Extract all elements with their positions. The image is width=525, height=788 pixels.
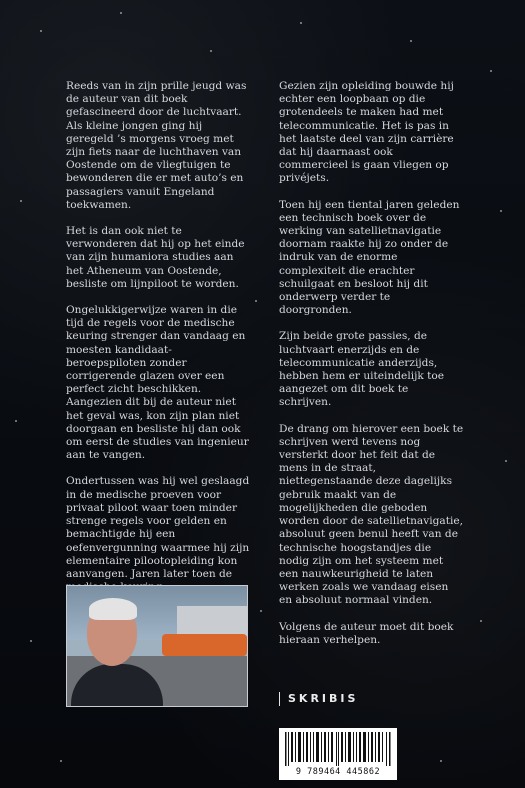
paragraph: Ongelukkigerwijze waren in die tijd de regels voor de medische keuring strenger dan vandaag en moesten kandidaat-beroepspiloten zonder corrigerende glazen over een perfect zicht beschikken. Aangezien dit bij de auteur niet het geval was, kon zijn plan niet doorgaan en besliste hij dan ook om eerst de studies van ingenieur aan te vangen.: [66, 304, 249, 462]
publisher-logo: SKRIBIS: [279, 692, 358, 706]
isbn-digits: 9 789464 445862: [295, 767, 381, 777]
photo-building: [177, 606, 247, 636]
paragraph: Reeds van in zijn prille jeugd was de auteur van dit boek gefascineerd door de luchtvaart. Als kleine jongen ging hij geregeld ’s morgens vroeg met zijn fiets naar de luchthaven van Oostende om de vliegtuigen te bewonderen die er met auto’s en passagiers vanuit Engeland toekwamen.: [66, 80, 247, 211]
paragraph: Het is dan ook niet te verwonderen dat hij op het einde van zijn humaniora studies aan het Atheneum van Oostende, besliste om lijnpiloot te worden.: [66, 225, 245, 290]
author-photo: [66, 585, 248, 707]
paragraph: Toen hij een tiental jaren geleden een technisch boek over de werking van satellietnavigatie doornam raakte hij zo onder de indruk van de enorme complexiteit die erachter schuilgaat en besloot hij dit onderwerp verder te doorgronden.: [279, 198, 460, 317]
left-text-column: [66, 80, 251, 660]
right-text-column: [279, 80, 464, 660]
isbn-barcode: [279, 728, 397, 780]
paragraph: Ondertussen was hij wel geslaagd in de medische proeven voor privaat piloot waar toen minder strenge regels voor gelden en bemachtigde hij een oefenvergunning waarmee hij zijn elementaire pilootopleiding kon aanvangen. Jaren later toen de: [66, 475, 250, 580]
photo-person-hair: [89, 598, 137, 620]
paragraph: De drang om hierover een boek te schrijven werd tevens nog versterkt door het feit dat de mens in de straat, niettegenstaande deze dagelijks gebruik maakt van de mogelijkheden die geboden worden door de satellietnavigatie, absoluut geen benul heeft van de technische hoogstandjes die nodig zijn om het systeem met een nauwkeurigheid te laten werken zoals we vandaag eisen en absoluut normaal vinden.: [279, 422, 464, 607]
barcode-bars: [285, 732, 391, 766]
photo-airplane: [162, 634, 247, 656]
paragraph: Zijn beide grote passies, de luchtvaart enerzijds en de telecommunicatie anderzijds, hebben hem er uiteindelijk toe aangezet om dit boek te schrijven.: [279, 330, 445, 409]
paragraph: Gezien zijn opleiding bouwde hij echter een loopbaan op die grotendeels te maken had met telecommunicatie. Het is pas in het laatste deel van zijn carrière dat hij daarnaast ook commercieel is gaan vliegen op privéjets.: [279, 80, 454, 185]
paragraph: Volgens de auteur moet dit boek hieraan verhelpen.: [279, 620, 454, 646]
